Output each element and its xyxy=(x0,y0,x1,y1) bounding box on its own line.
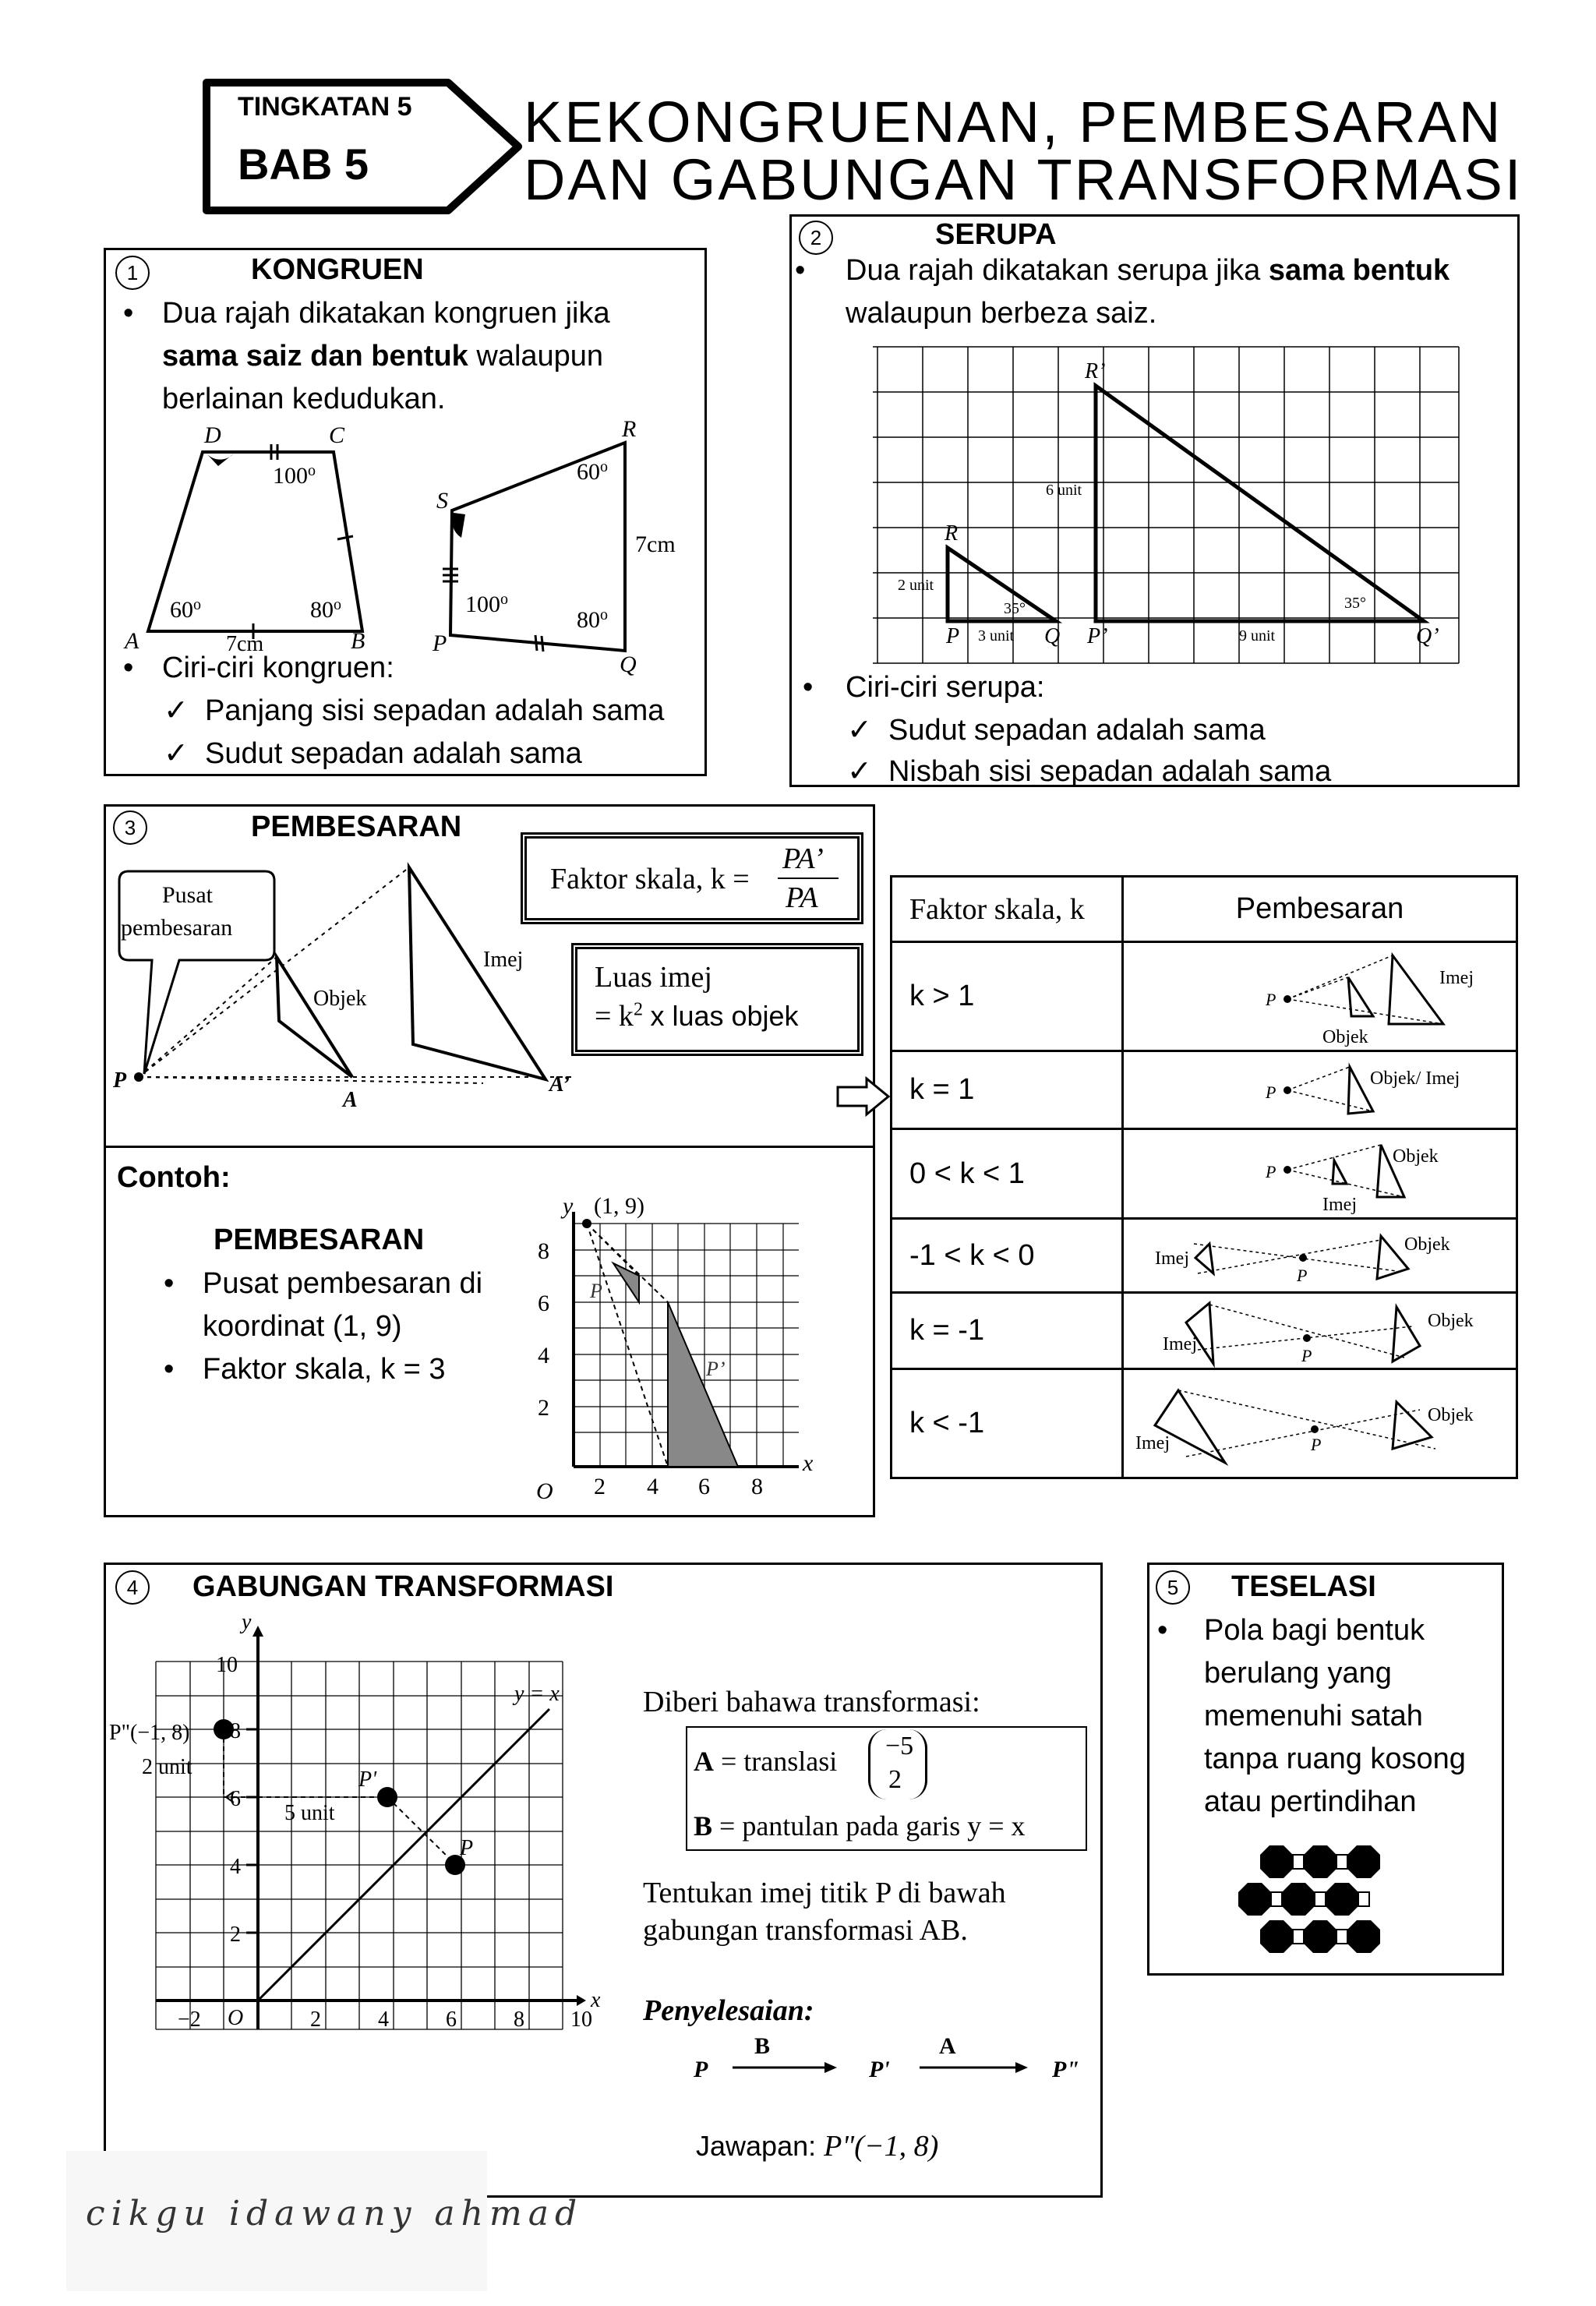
svg-text:P: P xyxy=(1266,1082,1276,1102)
angle-P: 100$^o$ xyxy=(465,591,508,617)
vertex-Q-prime: Q’ xyxy=(1416,624,1439,648)
label-imej: Imej xyxy=(483,948,524,972)
side-QR: 7cm xyxy=(635,531,676,557)
pembesaran-number: 3 xyxy=(113,810,147,845)
graph-ytick-4: 4 xyxy=(230,1855,241,1879)
grid-ytick-6: 6 xyxy=(538,1291,549,1316)
grid-xtick-4: 4 xyxy=(647,1474,659,1499)
table-cond: -1 < k < 0 xyxy=(892,1219,1123,1293)
vertex-P: P xyxy=(946,624,960,648)
angle-A: 60$^o$ xyxy=(170,596,201,623)
graph-ytick-2: 2 xyxy=(230,1923,241,1947)
vertex-A: A xyxy=(125,628,139,654)
serupa-number: 2 xyxy=(799,221,833,255)
chain-B: B xyxy=(754,2033,771,2059)
vertex-R: R xyxy=(945,521,959,546)
table-cond: k > 1 xyxy=(892,942,1123,1051)
serupa-feature-1: ✓ Sudut sepadan adalah sama xyxy=(847,714,1266,747)
vertex-Q: Q xyxy=(1044,624,1061,648)
vertex-S: S xyxy=(436,488,448,514)
pembesaran-divider xyxy=(104,1146,875,1148)
graph-P-prime: P' xyxy=(358,1767,377,1792)
transformation-definitions: A = translasi −5 2 B = pantulan pada garis y = x xyxy=(686,1726,1087,1851)
header-title-1: KEKONGRUENAN, PEMBESARAN xyxy=(524,90,1503,154)
graph-2-unit: 2 unit xyxy=(142,1755,192,1779)
example-title: PEMBESARAN xyxy=(214,1224,425,1256)
table-row xyxy=(892,1293,1517,1369)
point-A-prime: A’ xyxy=(549,1072,570,1096)
svg-text:Objek: Objek xyxy=(1393,1146,1439,1167)
signature: cikgu idawany ahmad xyxy=(86,2194,584,2234)
svg-text:P: P xyxy=(1301,1345,1312,1365)
graph-xtick-6: 6 xyxy=(446,2008,457,2032)
svg-text:Imej: Imej xyxy=(1439,967,1474,988)
table-cond: k < -1 xyxy=(892,1369,1123,1478)
table-illustration xyxy=(1123,1293,1517,1369)
graph-xtick-neg2: −2 xyxy=(178,2008,201,2032)
angle-D: 100$^o$ xyxy=(273,462,316,489)
svg-text:P: P xyxy=(1311,1435,1322,1454)
vertex-P-prime: P’ xyxy=(1087,624,1108,648)
header-chapter: BAB 5 xyxy=(238,139,369,189)
chain-P: P xyxy=(694,2057,708,2082)
vertex-B: B xyxy=(351,628,365,654)
side-AB: 7cm xyxy=(226,632,264,656)
grid-P: P xyxy=(590,1280,602,1302)
graph-xtick-4: 4 xyxy=(378,2008,389,2032)
label-6-unit: 6 unit xyxy=(1046,482,1082,499)
table-cond: k = -1 xyxy=(892,1293,1123,1369)
svg-text:Objek: Objek xyxy=(1428,1405,1474,1425)
graph-ylabel: y xyxy=(242,1610,252,1634)
grid-P-prime: P’ xyxy=(706,1358,726,1380)
table-illustration xyxy=(1123,942,1517,1051)
grid-ytick-8: 8 xyxy=(538,1238,549,1264)
svg-text:Objek: Objek xyxy=(1428,1310,1474,1331)
svg-text:Imej: Imej xyxy=(1163,1333,1197,1354)
grid-xtick-6: 6 xyxy=(698,1474,710,1499)
graph-5-unit: 5 unit xyxy=(284,1801,335,1825)
grid-origin: O xyxy=(536,1478,553,1504)
example-label: Contoh: xyxy=(117,1161,231,1194)
vertex-R: R xyxy=(622,416,637,442)
graph-line-label: y = x xyxy=(514,1682,560,1706)
table-row xyxy=(892,1051,1517,1129)
header-level: TINGKATAN 5 xyxy=(238,92,412,122)
chain-A: A xyxy=(939,2033,956,2059)
serupa-title: SERUPA xyxy=(935,218,1057,251)
svg-text:P: P xyxy=(1266,1162,1276,1181)
callout-line-1: Pusat xyxy=(162,882,214,908)
scale-factor-table xyxy=(890,875,1518,1479)
header-title-2: DAN GABUNGAN TRANSFORMASI xyxy=(524,147,1524,212)
graph-xtick-10: 10 xyxy=(570,2008,592,2032)
label-2-unit: 2 unit xyxy=(898,577,934,594)
angle-R: 60$^o$ xyxy=(577,458,608,485)
teselasi-number: 5 xyxy=(1156,1570,1190,1605)
table-row xyxy=(892,1219,1517,1293)
vertex-P: P xyxy=(433,630,447,656)
area-formula: Luas imej = $k^2$ x luas objek xyxy=(571,943,863,1056)
label-objek: Objek xyxy=(313,987,367,1011)
vertex-Q: Q xyxy=(620,652,637,677)
vertex-C: C xyxy=(329,422,345,448)
gabungan-title: GABUNGAN TRANSFORMASI xyxy=(192,1570,614,1603)
graph-xlabel: x xyxy=(591,1988,601,2012)
graph-ytick-6: 6 xyxy=(230,1787,241,1811)
arrow-to-table xyxy=(835,1076,892,1117)
table-cond: 0 < k < 1 xyxy=(892,1129,1123,1219)
scale-factor-formula: Faktor skala, k = PA’ PA xyxy=(521,832,863,924)
table-row xyxy=(892,1129,1517,1219)
kongruen-number: 1 xyxy=(115,256,150,290)
graph-P: P xyxy=(460,1836,474,1860)
table-row xyxy=(892,942,1517,1051)
gabungan-number: 4 xyxy=(115,1570,150,1605)
grid-xtick-2: 2 xyxy=(594,1474,606,1499)
grid-ytick-2: 2 xyxy=(538,1395,549,1421)
kongruen-feature-1: ✓ Panjang sisi sepadan adalah sama xyxy=(164,694,665,727)
answer: Jawapan: P"(−1, 8) xyxy=(696,2130,939,2163)
grid-ylabel: y xyxy=(563,1193,574,1219)
angle-B: 80$^o$ xyxy=(310,596,341,623)
grid-xlabel: x xyxy=(803,1450,814,1476)
graph-ytick-8: 8 xyxy=(230,1719,241,1743)
graph-origin: O xyxy=(228,2006,244,2030)
label-9-unit: 9 unit xyxy=(1239,627,1276,644)
tessellation-pattern xyxy=(1243,1839,1383,1964)
table-header-row xyxy=(892,877,1517,942)
graph-ytick-10: 10 xyxy=(216,1653,238,1677)
angle-Q-prime: 35° xyxy=(1344,595,1366,612)
svg-text:P: P xyxy=(1266,989,1276,1009)
chain-P-prime: P' xyxy=(869,2057,890,2082)
grid-xtick-8: 8 xyxy=(751,1474,763,1499)
svg-text:Imej: Imej xyxy=(1322,1195,1357,1215)
table-illustration xyxy=(1123,1369,1517,1478)
transformation-chain xyxy=(686,2030,1099,2089)
graph-P-double-prime: P"(−1, 8) xyxy=(109,1721,190,1745)
serupa-figure xyxy=(873,347,1465,666)
example-grid xyxy=(530,1188,842,1504)
table-header-pembesaran: Pembesaran xyxy=(1123,877,1517,942)
question-text: Tentukan imej titik P di bawah gabungan transformasi AB. xyxy=(643,1877,1006,1947)
kongruen-feature-2: ✓ Sudut sepadan adalah sama xyxy=(164,737,582,770)
grid-ytick-4: 4 xyxy=(538,1343,549,1368)
svg-text:Objek/ Imej: Objek/ Imej xyxy=(1370,1068,1460,1089)
graph-xtick-2: 2 xyxy=(310,2008,321,2032)
graph-xtick-8: 8 xyxy=(514,2008,524,2032)
svg-text:Imej: Imej xyxy=(1135,1433,1170,1453)
angle-Q: 80$^o$ xyxy=(577,606,608,633)
callout-line-2: pembesaran xyxy=(121,915,233,941)
table-header-k: Faktor skala, k xyxy=(892,877,1123,942)
chain-P-double-prime: P" xyxy=(1052,2057,1079,2082)
svg-text:Objek: Objek xyxy=(1322,1026,1368,1047)
svg-text:Imej: Imej xyxy=(1155,1248,1189,1269)
gabungan-graph xyxy=(109,1610,608,2042)
teselasi-title: TESELASI xyxy=(1231,1570,1376,1603)
given-text: Diberi bahawa transformasi: xyxy=(643,1686,980,1718)
kongruen-figure xyxy=(117,413,686,677)
table-illustration xyxy=(1123,1051,1517,1129)
table-row xyxy=(892,1369,1517,1478)
vertex-R-prime: R’ xyxy=(1085,359,1106,383)
solution-label: Penyelesaian: xyxy=(643,1994,814,2027)
table-cond: k = 1 xyxy=(892,1051,1123,1129)
angle-Q: 35° xyxy=(1004,600,1026,617)
svg-text:P: P xyxy=(1297,1266,1308,1285)
label-3-unit: 3 unit xyxy=(978,627,1015,644)
kongruen-title: KONGRUEN xyxy=(251,253,424,286)
grid-point-label: (1, 9) xyxy=(594,1193,644,1219)
vertex-D: D xyxy=(204,422,221,448)
table-illustration xyxy=(1123,1219,1517,1293)
pembesaran-title: PEMBESARAN xyxy=(251,810,462,843)
point-P: P xyxy=(113,1068,127,1093)
point-A: A xyxy=(343,1088,358,1112)
svg-text:Objek: Objek xyxy=(1404,1234,1450,1255)
table-illustration xyxy=(1123,1129,1517,1219)
serupa-feature-2: ✓ Nisbah sisi sepadan adalah sama xyxy=(847,755,1332,788)
